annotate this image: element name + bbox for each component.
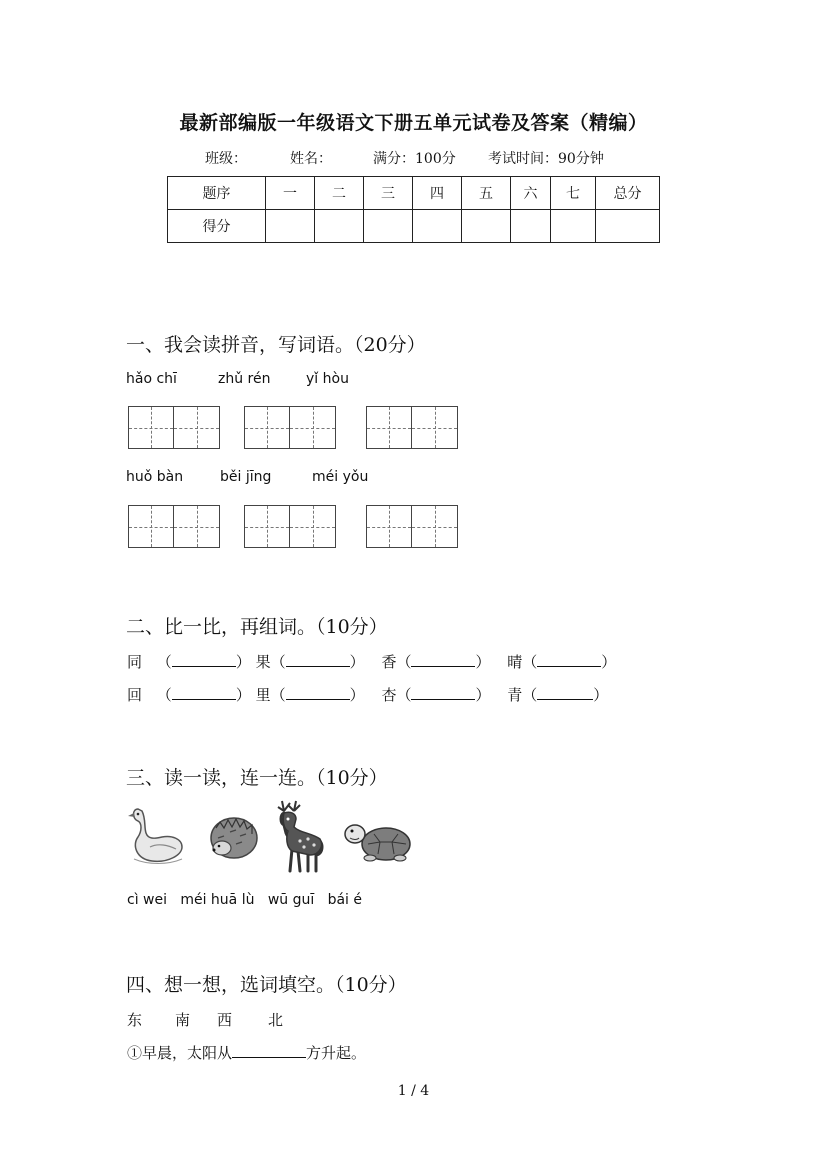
pinyin-label: hǎo chī xyxy=(126,371,177,387)
answer-blank[interactable] xyxy=(286,652,350,667)
answer-blank[interactable] xyxy=(172,652,236,667)
grid-cell[interactable] xyxy=(244,406,290,449)
answer-blank[interactable] xyxy=(286,685,350,700)
score-cell[interactable] xyxy=(551,210,596,243)
exam-time: 考试时间：90分钟 xyxy=(488,151,604,167)
writing-grid[interactable] xyxy=(244,406,336,449)
score-header: 五 xyxy=(462,177,511,210)
answer-blank[interactable] xyxy=(411,685,475,700)
section-1-title: 一、我会读拼音，写词语。（20分） xyxy=(126,334,426,356)
class-label: 班级： xyxy=(205,151,247,167)
turtle-icon xyxy=(344,820,412,864)
pinyin-label: huǒ bàn xyxy=(126,469,184,485)
page-number: 1 / 4 xyxy=(397,1083,430,1099)
pinyin-label: yǐ hòu xyxy=(306,371,349,387)
deer-icon xyxy=(270,799,328,875)
score-row xyxy=(168,210,660,243)
full-marks: 满分：100分 xyxy=(373,151,456,167)
score-header: 题序 xyxy=(168,177,266,210)
char: 回 xyxy=(127,686,143,704)
grid-cell[interactable] xyxy=(366,406,412,449)
writing-grid[interactable] xyxy=(244,505,336,548)
char: 杏 xyxy=(381,686,397,704)
score-cell[interactable] xyxy=(596,210,660,243)
hedgehog-icon xyxy=(206,812,258,862)
score-cell[interactable] xyxy=(364,210,413,243)
score-cell[interactable] xyxy=(462,210,511,243)
writing-grid[interactable] xyxy=(128,505,220,548)
grid-cell[interactable] xyxy=(412,505,458,548)
score-cell[interactable] xyxy=(511,210,551,243)
score-cell[interactable] xyxy=(413,210,462,243)
word-option: 南 xyxy=(175,1011,191,1029)
question-1: ①早晨，太阳从 方升起。 xyxy=(127,1044,367,1062)
page-title: 最新部编版一年级语文下册五单元试卷及答案（精编） xyxy=(179,112,648,134)
grid-cell[interactable] xyxy=(412,406,458,449)
score-row-label: 得分 xyxy=(168,210,266,243)
grid-cell[interactable] xyxy=(244,505,290,548)
score-table xyxy=(167,176,660,243)
score-header: 六 xyxy=(511,177,551,210)
char: 晴 xyxy=(507,653,523,671)
grid-cell[interactable] xyxy=(174,505,220,548)
score-cell[interactable] xyxy=(315,210,364,243)
char: 果 xyxy=(255,653,271,671)
grid-cell[interactable] xyxy=(290,406,336,449)
score-header: 三 xyxy=(364,177,413,210)
answer-blank[interactable] xyxy=(232,1043,306,1058)
grid-cell[interactable] xyxy=(366,505,412,548)
char: 香 xyxy=(381,653,397,671)
word-option: 西 xyxy=(217,1011,233,1029)
answer-blank[interactable] xyxy=(537,652,601,667)
pinyin-label: zhǔ rén xyxy=(218,371,271,387)
answer-blank[interactable] xyxy=(411,652,475,667)
name-label: 姓名： xyxy=(290,151,332,167)
score-header: 四 xyxy=(413,177,462,210)
char: 青 xyxy=(507,686,523,704)
writing-grid[interactable] xyxy=(366,406,458,449)
word-option: 北 xyxy=(268,1011,284,1029)
score-cell[interactable] xyxy=(266,210,315,243)
score-header: 一 xyxy=(266,177,315,210)
writing-grid[interactable] xyxy=(128,406,220,449)
answer-blank[interactable] xyxy=(537,685,593,700)
grid-cell[interactable] xyxy=(174,406,220,449)
compare-row-1: 同 （ ） 果（ ） 香（ ） 晴（ ） xyxy=(127,653,617,671)
char: 里 xyxy=(255,686,271,704)
pinyin-label: běi jīng xyxy=(220,469,272,485)
compare-row-2: 回 （ ） 里（ ） 杏（ ） 青（ ） xyxy=(127,686,609,704)
grid-cell[interactable] xyxy=(290,505,336,548)
section-2-title: 二、比一比，再组词。（10分） xyxy=(126,616,388,638)
section-3-title: 三、读一读，连一连。（10分） xyxy=(126,767,388,789)
grid-cell[interactable] xyxy=(128,406,174,449)
grid-cell[interactable] xyxy=(128,505,174,548)
pinyin-label: méi yǒu xyxy=(312,469,369,485)
score-header: 总分 xyxy=(596,177,660,210)
word-option: 东 xyxy=(127,1011,143,1029)
answer-blank[interactable] xyxy=(172,685,236,700)
char: 同 xyxy=(127,653,143,671)
score-header: 七 xyxy=(551,177,596,210)
score-header: 二 xyxy=(315,177,364,210)
writing-grid[interactable] xyxy=(366,505,458,548)
score-header-row xyxy=(168,177,660,210)
section-4-title: 四、想一想，选词填空。（10分） xyxy=(126,974,407,996)
goose-icon xyxy=(128,805,184,865)
animal-pinyin: cì wei méi huā lù wū guī bái é xyxy=(127,892,363,908)
